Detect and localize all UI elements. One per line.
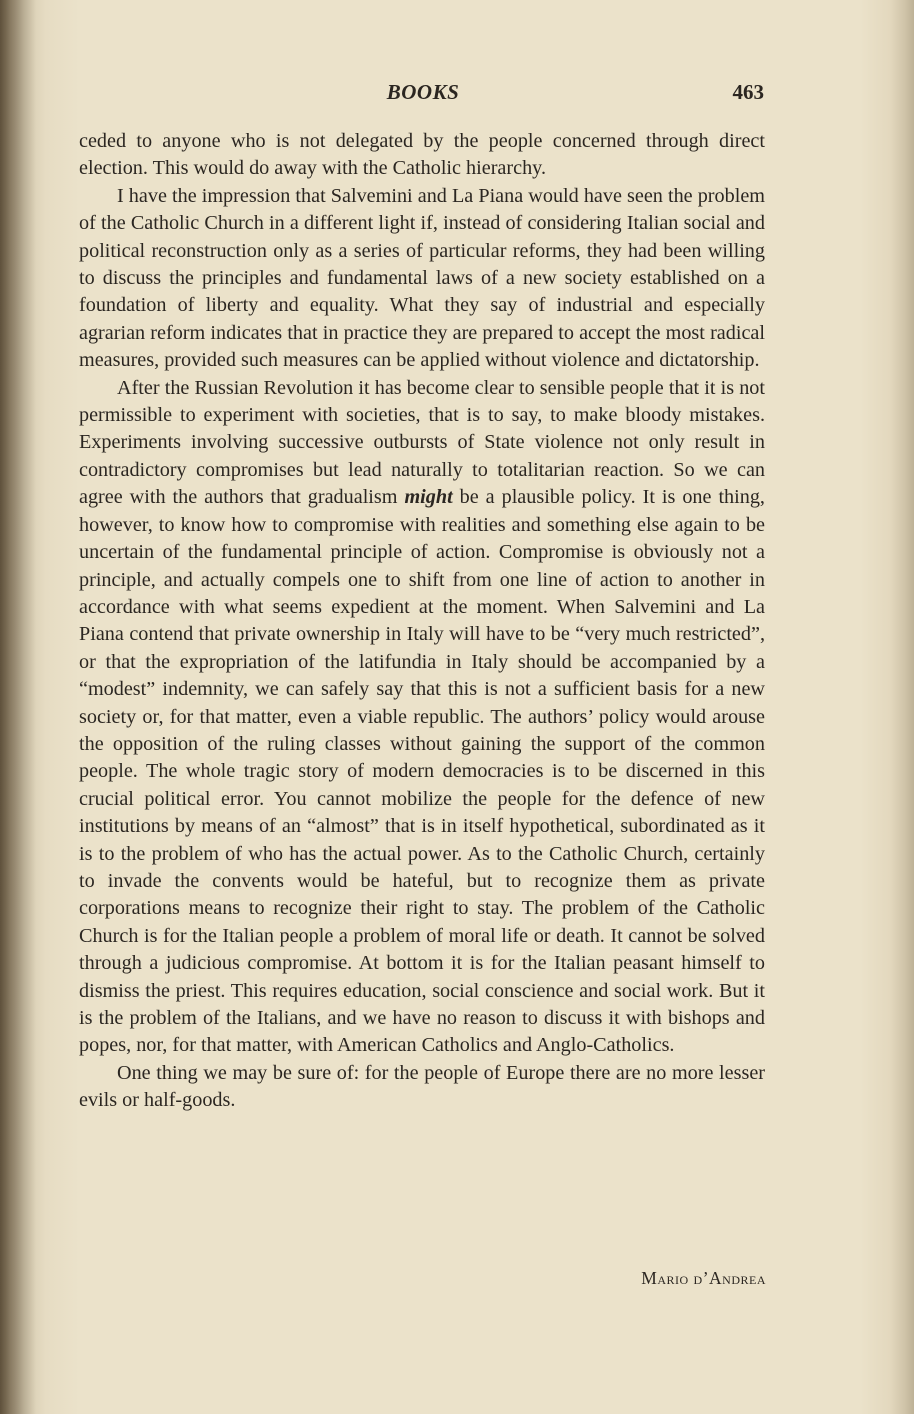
paragraph-4: One thing we may be sure of: for the people of Europe there are no more lesser evils or half-goods. [79, 1061, 765, 1112]
article-body [79, 128, 765, 1115]
running-title: BOOKS [386, 80, 460, 104]
paragraph-3 [79, 375, 765, 1060]
paragraph-3-part-1: After the Russian Revolution it has become clear to sensible people that it is not permissible to experiment with societies, that is to say, to make bloody mistakes. Experiments involving successive outbursts of State violence not only result in contradictory compromises but lead naturally to totalitarian reaction. So we can agree with the authors that gradualism [79, 376, 765, 509]
author-signature: Mario d’Andrea [641, 1268, 766, 1288]
paragraph-3-part-2: be a plausible policy. It is one thing, however, to know how to compromise with realities and something else again to be uncertain of the fundamental principle of action. Compromise is obviously not a principle, and actually compels one to shift from one line of action to another in accordance with what seems expedient at the moment. When Salvemini and La Piana contend that private ownership in Italy will have to be “very much restricted”, or that the expropriation of the latifundia in Italy should be accompanied by a “modest” indemnity, we can safely say that this is not a sufficient basis for a new society or, for that matter, even a viable republic. The authors’ policy would arouse the opposition of the ruling classes without gaining the support of the common people. The whole tragic story of modern democracies is to be discerned in this crucial political error. You cannot mobilize the people for the defence of new institutions by means of an “almost” that is in itself hypothetical, subordinated as it is to the problem of who has the actual power. As to the Catholic Church, certainly to invade the convents would be hateful, but to recognize them as private corporations means to recognize their right to stay. The problem of the Catholic Church is for the Italian people a problem of moral life or death. It cannot be solved through a judicious compromise. At bottom it is for the Italian peasant himself to dismiss the priest. This requires education, social conscience and social work. But it is the problem of the Italians, and we have no reason to discuss it with bishops and popes, nor, for that matter, with American Catholics and Anglo-Catholics. [79, 486, 765, 1057]
spine-shadow [0, 0, 36, 1414]
emphasis-might: might [404, 486, 453, 509]
running-head [80, 80, 766, 110]
paragraph-1: ceded to anyone who is not delegated by the people concerned through direct election. This would do away with the Catholic hierarchy. [79, 130, 765, 180]
paragraph-2: I have the impression that Salvemini and La Piana would have seen the problem of the Catholic Church in a different light if, instead of considering Italian social and political reconstruction only as a series of particular reforms, they had been willing to discuss the principles and fundamental laws of a new society established on a foundation of liberty and equality. What they say of industrial and especially agrarian reform indicates that in practice they are prepared to accept the most radical measures, provided such measures can be applied without violence and dictatorship. [79, 184, 765, 372]
page-number: 463 [732, 80, 764, 104]
